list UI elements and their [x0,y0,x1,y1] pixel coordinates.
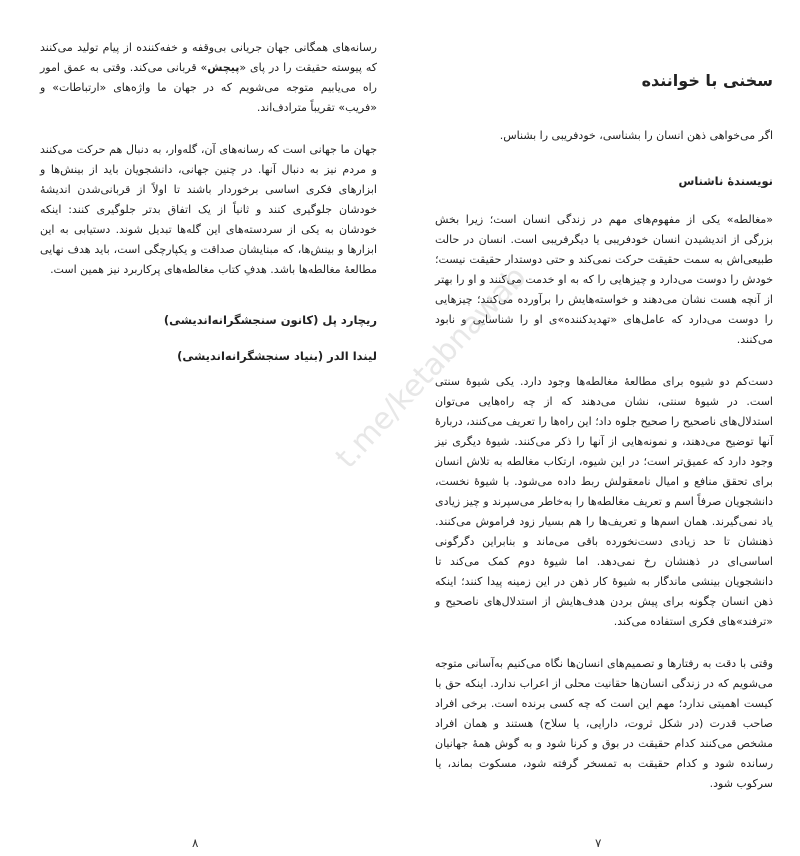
left-paragraph-1 [40,38,377,118]
right-paragraph-3: وقتی با دقت به رفتارها و تصمیم‌های انسان‌ها نگاه می‌کنیم به‌آسانی متوجه می‌شویم که در زندگی انسان‌ها حقانیت محلی از اعراب ندارد. اینکه حق با کیست اهمیتی ندارد؛ مهم این است که چه کسی برنده است. برخی افراد صاحب قدرت (در شکل ثروت، دارایی، یا سلاح) هستند و همان افراد مشخص می‌کنند کدام حقیقت در بوق و کرنا شود و به گوش همهٔ جهانیان رسانده شود و کدام حقیقت به تمسخر گرفته شود، مسکوت بماند، یا سرکوب شود. [435,657,773,790]
left-page-body [40,38,377,366]
signature-richard-paul: ریچارد پل (کانون سنجشگرانه‌اندیشی) [163,313,377,327]
right-page-body [435,70,773,794]
left-paragraph-1-end: » قربانی می‌کند. وقتی به عمق امور راه می‌یابیم متوجه می‌شویم که در جهان ما واژه‌های «ارتباطات» و «فریب» تقریباً مترادف‌اند. [40,61,377,114]
left-paragraph-2: جهان ما جهانی است که رسانه‌های آن، گله‌وار، به دنبال هم حرکت می‌کنند و مردم نیز به دنبال آنها. در چنین جهانی، دانشجویان باید از بینش‌ها و ابزارهای فکری اساسی برخوردار باشند تا اولاً از قربانی‌شدن اندیشهٔ خودشان جلوگیری کنند و ثانیاً از یک اتفاق بدتر جلوگیری کنند: اینکه خودشان به یکی از سردسته‌های این گله‌ها تبدیل شوند. دستیابی به این ابزارها و بینش‌ها، که مبنایشان صداقت و یکپارچگی است، باید هدف نهایی مطالعهٔ مغالطه‌ها باشد. هدفِ کتاب مغالطه‌های پرکاربرد نیز همین است. [40,143,377,276]
epigraph-author: نویسندهٔ ناشناس [678,174,773,188]
right-paragraph-1: «مغالطه» یکی از مفهوم‌های مهم در زندگی انسان است؛ زیرا بخش بزرگی از اندیشیدن انسان خودفریبی یا دیگرفریبی است. انسان در حالت طبیعی‌اش به سمت حقیقت حرکت نمی‌کند و حتی دوستدار حقیقت نیست؛ خودش را دوست می‌دارد و چیزهایی را که به او خدمت می‌کنند و او را بهتر از آنچه هست نشان می‌دهند و خواسته‌هایش را برآورده می‌کنند؛ چیزهایی را دوست می‌دارد که عامل‌های «تهدیدکننده»ی او را شناسایی و نابود می‌کنند. [435,213,773,346]
right-page [400,0,800,856]
keyword-spin: پیچش [207,61,240,74]
epigraph-quote: اگر می‌خواهی ذهن انسان را بشناسی، خودفریبی را بشناس. [499,129,773,142]
left-paragraph-1-start: رسانه‌های همگانی جهان جریانی بی‌وقفه و خفه‌کننده از پیام تولید می‌کنند که پیوسته حقیقت را در پای « [40,41,377,74]
page-number-right: ۷ [595,836,602,850]
page-title: سخنی با خواننده [641,71,773,90]
signature-linda-elder: لیندا الدر (بنیاد سنجشگرانه‌اندیشی) [177,349,377,363]
right-paragraph-2: دست‌کم دو شیوه برای مطالعهٔ مغالطه‌ها وجود دارد. یکی شیوهٔ سنتی است. در شیوهٔ سنتی، نشان می‌دهند که از چه راه‌هایی می‌توان استدلال‌های ناصحیح را صحیح جلوه داد؛ این راه‌ها را تعریف می‌کنند، دربارهٔ آنها توضیح می‌دهند، و نمونه‌هایی از آنها را ذکر می‌کنند. شیوهٔ دیگری نیز وجود دارد که عمیق‌تر است؛ در این شیوه، ارتکاب مغالطه به تلاش انسان برای تحقق منافع و امیال نامعقولش ربط داده می‌شود. با شیوهٔ نخست، دانشجویان صرفاً اسم و تعریف مغالطه‌ها را به‌خاطر می‌سپرند و چیز زیادی یاد نمی‌گیرند. همان اسم‌ها و تعریف‌ها را هم بسیار زود فراموش می‌کنند. ذهنشان تا حد زیادی دست‌نخورده باقی می‌ماند و بنابراین دگرگونی اساسی‌ای در ذهنشان رخ نمی‌دهد. اما شیوهٔ دوم کمک می‌کند تا دانشجویان بینشی ماندگار به شیوهٔ کار ذهن در این زمینه پیدا کنند؛ اینکه ذهن انسان چگونه برای پیش بردن هدف‌هایش از استدلال‌های ناصحیح و «ترفند»های فکری استفاده می‌کند. [435,375,773,628]
page-number-left: ۸ [192,836,199,850]
watermark-text: t.me/ketabnawab [328,259,534,476]
